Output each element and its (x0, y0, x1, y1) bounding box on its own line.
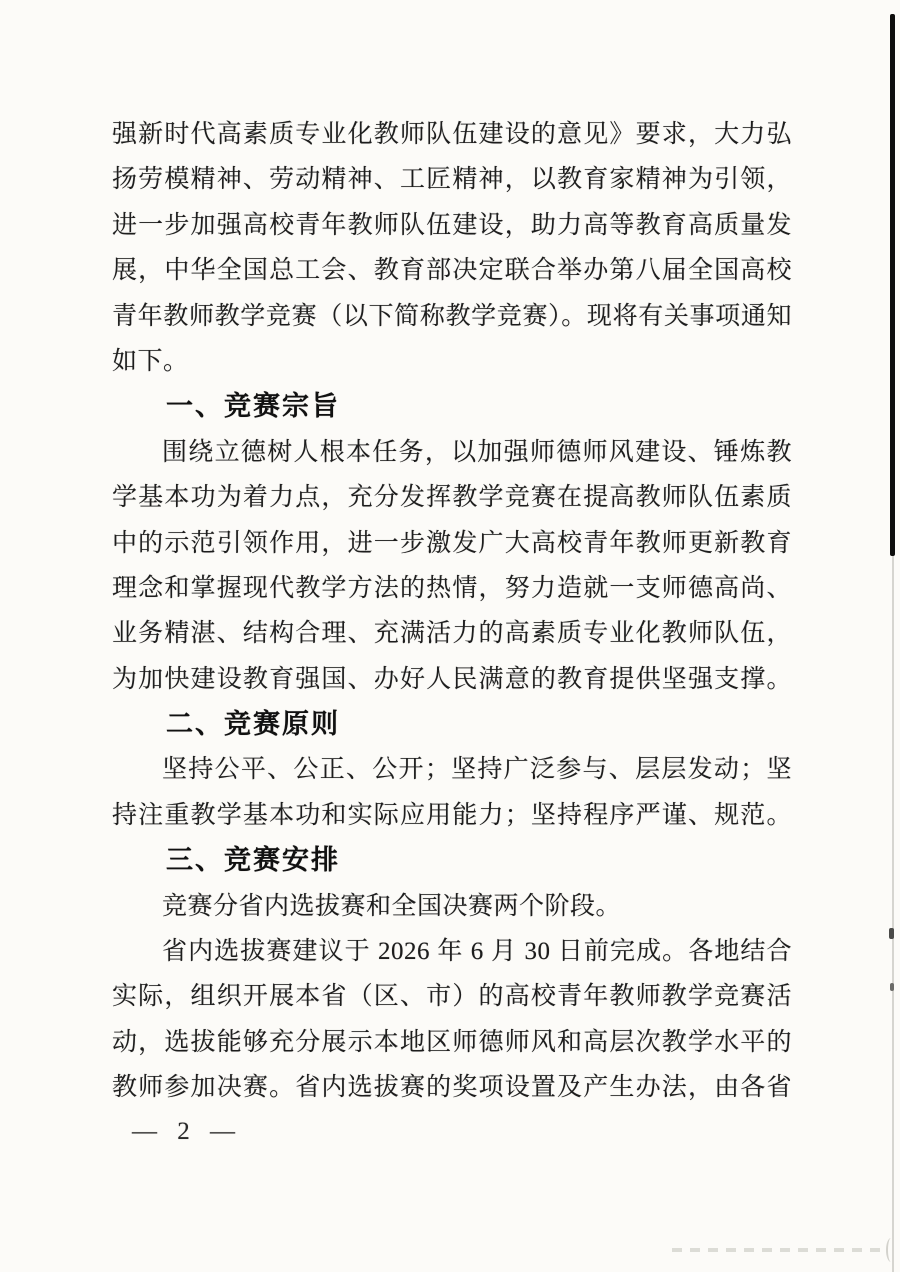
section-heading: 二、竞赛原则 (166, 709, 340, 740)
page-number: — 2 — (132, 1118, 239, 1145)
scan-smudge-icon (672, 1248, 884, 1252)
text-line: 坚持公平、公正、公开；坚持广泛参与、层层发动；坚 (162, 756, 792, 784)
text-line: 理念和掌握现代教学方法的热情，努力造就一支师德高尚、 (112, 574, 792, 602)
text-line: 持注重教学基本功和实际应用能力；坚持程序严谨、规范。 (112, 801, 792, 829)
scanner-edge-dash-icon (890, 983, 894, 991)
text-line: 强新时代高素质专业化教师队伍建设的意见》要求，大力弘 (112, 121, 792, 148)
text-line: 业务精湛、结构合理、充满活力的高素质专业化教师队伍， (112, 620, 792, 648)
section-heading: 三、竞赛安排 (166, 845, 340, 876)
document-body (112, 112, 792, 1111)
text-line: 进一步加强高校青年教师队伍建设，助力高等教育高质量发 (112, 211, 792, 239)
text-line: 展，中华全国总工会、教育部决定联合举办第八届全国高校 (112, 257, 792, 285)
text-line: 动，选拔能够充分展示本地区师德师风和高层次教学水平的 (112, 1028, 792, 1056)
text-line: 实际，组织开展本省（区、市）的高校青年教师教学竞赛活 (112, 983, 792, 1011)
scan-squiggle-icon (886, 1238, 896, 1262)
text-line: 为加快建设教育强国、办好人民满意的教育提供坚强支撑。 (112, 665, 792, 693)
text-line: 竞赛分省内选拔赛和全国决赛两个阶段。 (162, 892, 622, 920)
text-line: 扬劳模精神、劳动精神、工匠精神，以教育家精神为引领， (112, 166, 792, 194)
text-line: 省内选拔赛建议于 2026 年 6 月 30 日前完成。各地结合 (162, 938, 792, 966)
text-line: 教师参加决赛。省内选拔赛的奖项设置及产生办法，由各省 (112, 1074, 792, 1102)
text-line: 学基本功为着力点，充分发挥教学竞赛在提高教师队伍素质 (112, 484, 792, 512)
scanner-edge-faint-line-icon (892, 556, 894, 1272)
scanner-edge-line-icon (890, 14, 895, 556)
section-heading: 一、竞赛宗旨 (166, 391, 340, 422)
text-line: 如下。 (112, 347, 189, 375)
text-line: 围绕立德树人根本任务，以加强师德师风建设、锤炼教 (162, 438, 792, 466)
text-line: 青年教师教学竞赛（以下简称教学竞赛）。现将有关事项通知 (112, 302, 792, 330)
text-line: 中的示范引领作用，进一步激发广大高校青年教师更新教育 (112, 529, 792, 557)
scanner-edge-dash-icon (889, 928, 894, 939)
